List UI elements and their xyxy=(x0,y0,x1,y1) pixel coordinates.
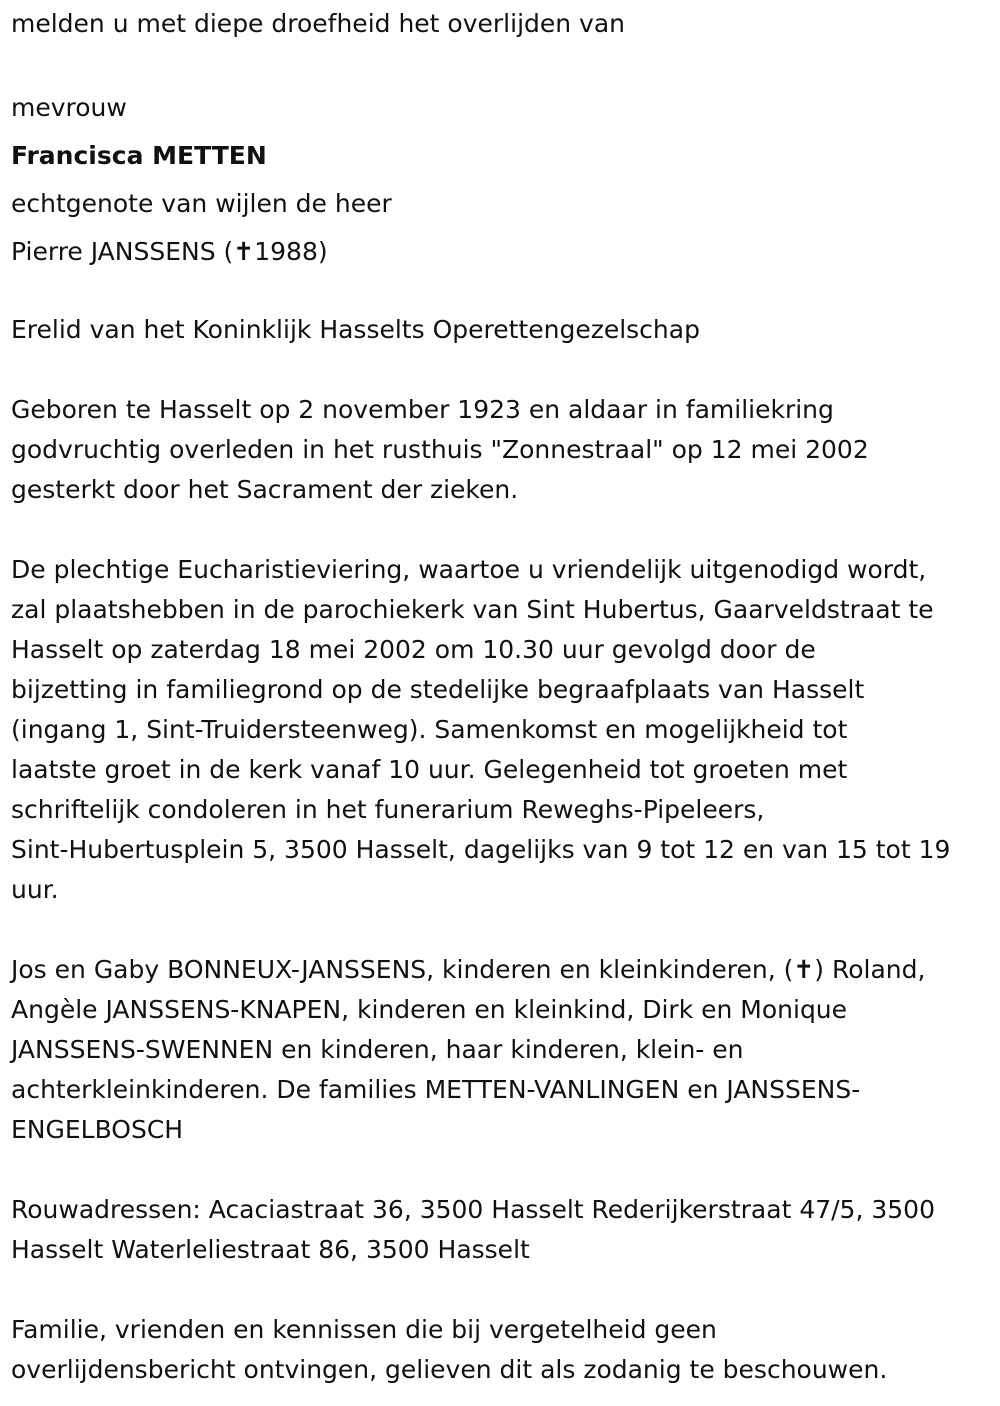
spacer xyxy=(11,510,996,550)
paragraph-line: godvruchtig overleden in het rusthuis "Zonnestraal" op 12 mei 2002 xyxy=(11,435,869,464)
paragraph-line: Jos en Gaby BONNEUX-JANSSENS, kinderen en kleinkinderen, (✝) Roland, xyxy=(11,955,926,984)
closing-paragraph xyxy=(11,1310,996,1390)
paragraph-line: JANSSENS-SWENNEN en kinderen, haar kinderen, klein- en xyxy=(11,1035,744,1064)
paragraph-line: schriftelijk condoleren in het funerarium Reweghs-Pipeleers, xyxy=(11,795,765,824)
spacer xyxy=(11,910,996,950)
spacer xyxy=(11,1270,996,1310)
paragraph-line: Geboren te Hasselt op 2 november 1923 en aldaar in familiekring xyxy=(11,395,834,424)
paragraph-line: (ingang 1, Sint-Truidersteenweg). Samenkomst en mogelijkheid tot xyxy=(11,715,848,744)
paragraph-line: bijzetting in familiegrond op de stedelijke begraafplaats van Hasselt xyxy=(11,675,865,704)
birth-death-paragraph xyxy=(11,390,996,510)
paragraph-line: achterkleinkinderen. De families METTEN-VANLINGEN en JANSSENS- xyxy=(11,1075,861,1104)
deceased-name: Francisca METTEN xyxy=(11,141,267,170)
spacer xyxy=(11,1150,996,1190)
family-paragraph xyxy=(11,950,996,1150)
honorary-text: Erelid van het Koninklijk Hasselts Operettengezelschap xyxy=(11,315,700,344)
spacer xyxy=(11,350,996,390)
ceremony-paragraph xyxy=(11,550,996,910)
paragraph-line: Hasselt op zaterdag 18 mei 2002 om 10.30 uur gevolgd door de xyxy=(11,635,816,664)
paragraph-line: overlijdensbericht ontvingen, gelieven dit als zodanig te beschouwen. xyxy=(11,1355,888,1384)
paragraph-line: gesterkt door het Sacrament der zieken. xyxy=(11,475,519,504)
paragraph-line: uur. xyxy=(11,875,59,904)
paragraph-line: Familie, vrienden en kennissen die bij vergetelheid geen xyxy=(11,1315,717,1344)
paragraph-line: ENGELBOSCH xyxy=(11,1115,184,1144)
paragraph-line: De plechtige Eucharistieviering, waartoe u vriendelijk uitgenodigd wordt, xyxy=(11,555,927,584)
spacer xyxy=(11,44,996,84)
intro-text: melden u met diepe droefheid het overlijden van xyxy=(11,9,626,38)
paragraph-line: laatste groet in de kerk vanaf 10 uur. Gelegenheid tot groeten met xyxy=(11,755,848,784)
title-prefix: mevrouw xyxy=(11,93,127,122)
paragraph-line: zal plaatshebben in de parochiekerk van Sint Hubertus, Gaarveldstraat te xyxy=(11,595,934,624)
spacer xyxy=(11,276,996,310)
obituary-document xyxy=(11,4,996,1390)
paragraph-line: Rouwadressen: Acaciastraat 36, 3500 Hasselt Rederijkerstraat 47/5, 3500 xyxy=(11,1195,935,1224)
spouse-name: Pierre JANSSENS (✝1988) xyxy=(11,237,328,266)
paragraph-line: Sint-Hubertusplein 5, 3500 Hasselt, dagelijks van 9 tot 12 en van 15 tot 19 xyxy=(11,835,951,864)
addresses-paragraph xyxy=(11,1190,996,1270)
paragraph-line: Angèle JANSSENS-KNAPEN, kinderen en kleinkind, Dirk en Monique xyxy=(11,995,848,1024)
paragraph-line: Hasselt Waterleliestraat 86, 3500 Hasselt xyxy=(11,1235,530,1264)
spouse-intro: echtgenote van wijlen de heer xyxy=(11,189,392,218)
